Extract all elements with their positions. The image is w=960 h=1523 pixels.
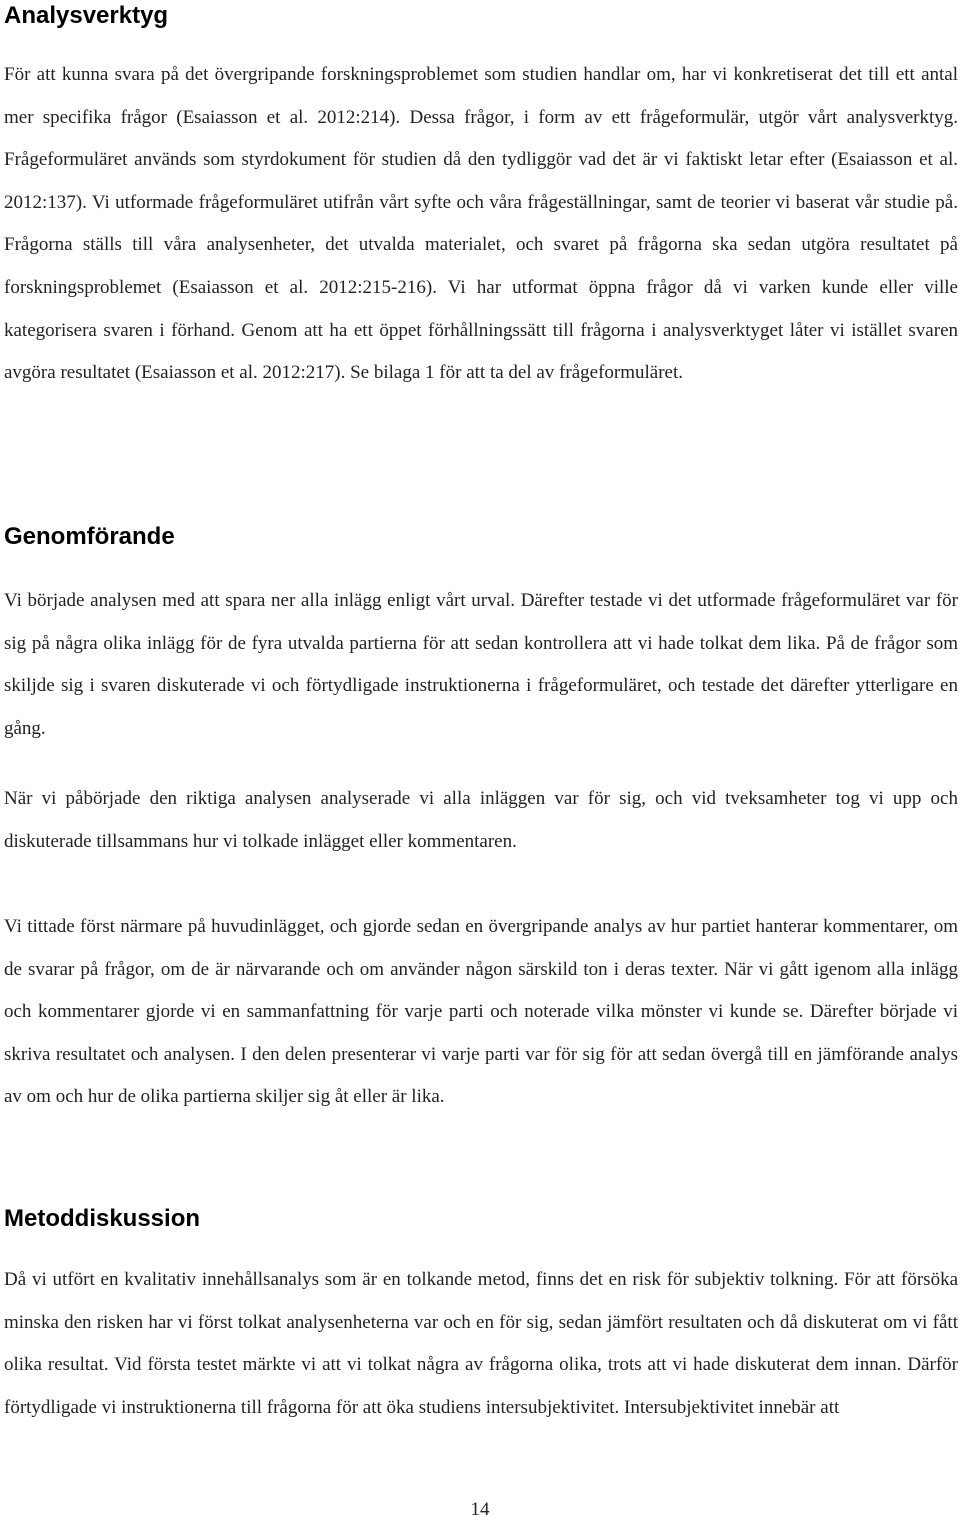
paragraph-analysverktyg: För att kunna svara på det övergripande forskningsproblemet som studien handlar om, har vi konkretiserat det till ett antal mer specifika frågor (Esaiasson et al. 2012:214). Dessa frågor, i form av ett frågeformulär, utgör vårt analysverktyg. Frågeformuläret används som styrdokument för studien då den tydliggör vad det är vi faktiskt letar efter (Esaiasson et al. 2012:137). Vi utformade frågeformuläret utifrån vårt syfte och våra frågeställningar, samt de teorier vi baserat vår studie på. Frågorna ställs till våra analysenheter, det utvalda materialet, och svaret på frågorna ska sedan utgöra resultatet på forskningsproblemet (Esaiasson et al. 2012:215-216). Vi har utformat öppna frågor då vi varken kunde eller ville kategorisera svaren i förhand. Genom att ha ett öppet förhållningssätt till frågorna i analysverktyget låter vi istället svaren avgöra resultatet (Esaiasson et al. 2012:217). Se bilaga 1 för att ta del av frågeformuläret. bbox=[4, 64, 958, 384]
paragraph-metoddiskussion: Då vi utfört en kvalitativ innehållsanalys som är en tolkande metod, finns det en risk för subjektiv tolkning. För att försöka minska den risken har vi först tolkat analysenheterna var och en för sig, sedan jämfört resultaten och då diskuterat om vi fått olika resultat. Vid första testet märkte vi att vi tolkat några av frågorna olika, trots att vi hade diskuterat dem innan. Därför förtydligade vi instruktionerna till frågorna för att öka studiens intersubjektivitet. Intersubjektivitet innebär att bbox=[4, 1269, 958, 1418]
page-number: 14 bbox=[470, 1499, 490, 1520]
section-heading-genomforande: Genomförande bbox=[4, 523, 175, 550]
section-heading-analysverktyg: Analysverktyg bbox=[4, 2, 169, 29]
paragraph-genomforande-1: Vi började analysen med att spara ner alla inlägg enligt vårt urval. Därefter testade vi det utformade frågeformuläret var för sig på några olika inlägg för de fyra utvalda partierna för att sedan kontrollera att vi hade tolkat dem lika. På de frågor som skiljde sig i svaren diskuterade vi och förtydligade instruktionerna i frågeformuläret, och testade det därefter ytterligare en gång. bbox=[4, 590, 958, 739]
paragraph-genomforande-3: Vi tittade först närmare på huvudinlägget, och gjorde sedan en övergripande analys av hur partiet hanterar kommentarer, om de svarar på frågor, om de är närvarande och om använder någon särskild ton i deras texter. När vi gått igenom alla inlägg och kommentarer gjorde vi en sammanfattning för varje parti och noterade vilka mönster vi kunde se. Därefter började vi skriva resultatet och analysen. I den delen presenterar vi varje parti var för sig för att sedan övergå till en jämförande analys av om och hur de olika partierna skiljer sig åt eller är lika. bbox=[4, 916, 958, 1108]
paragraph-genomforande-2: När vi påbörjade den riktiga analysen analyserade vi alla inläggen var för sig, och vid tveksamheter tog vi upp och diskuterade tillsammans hur vi tolkade inlägget eller kommentaren. bbox=[4, 788, 958, 852]
section-heading-metoddiskussion: Metoddiskussion bbox=[4, 1205, 201, 1232]
